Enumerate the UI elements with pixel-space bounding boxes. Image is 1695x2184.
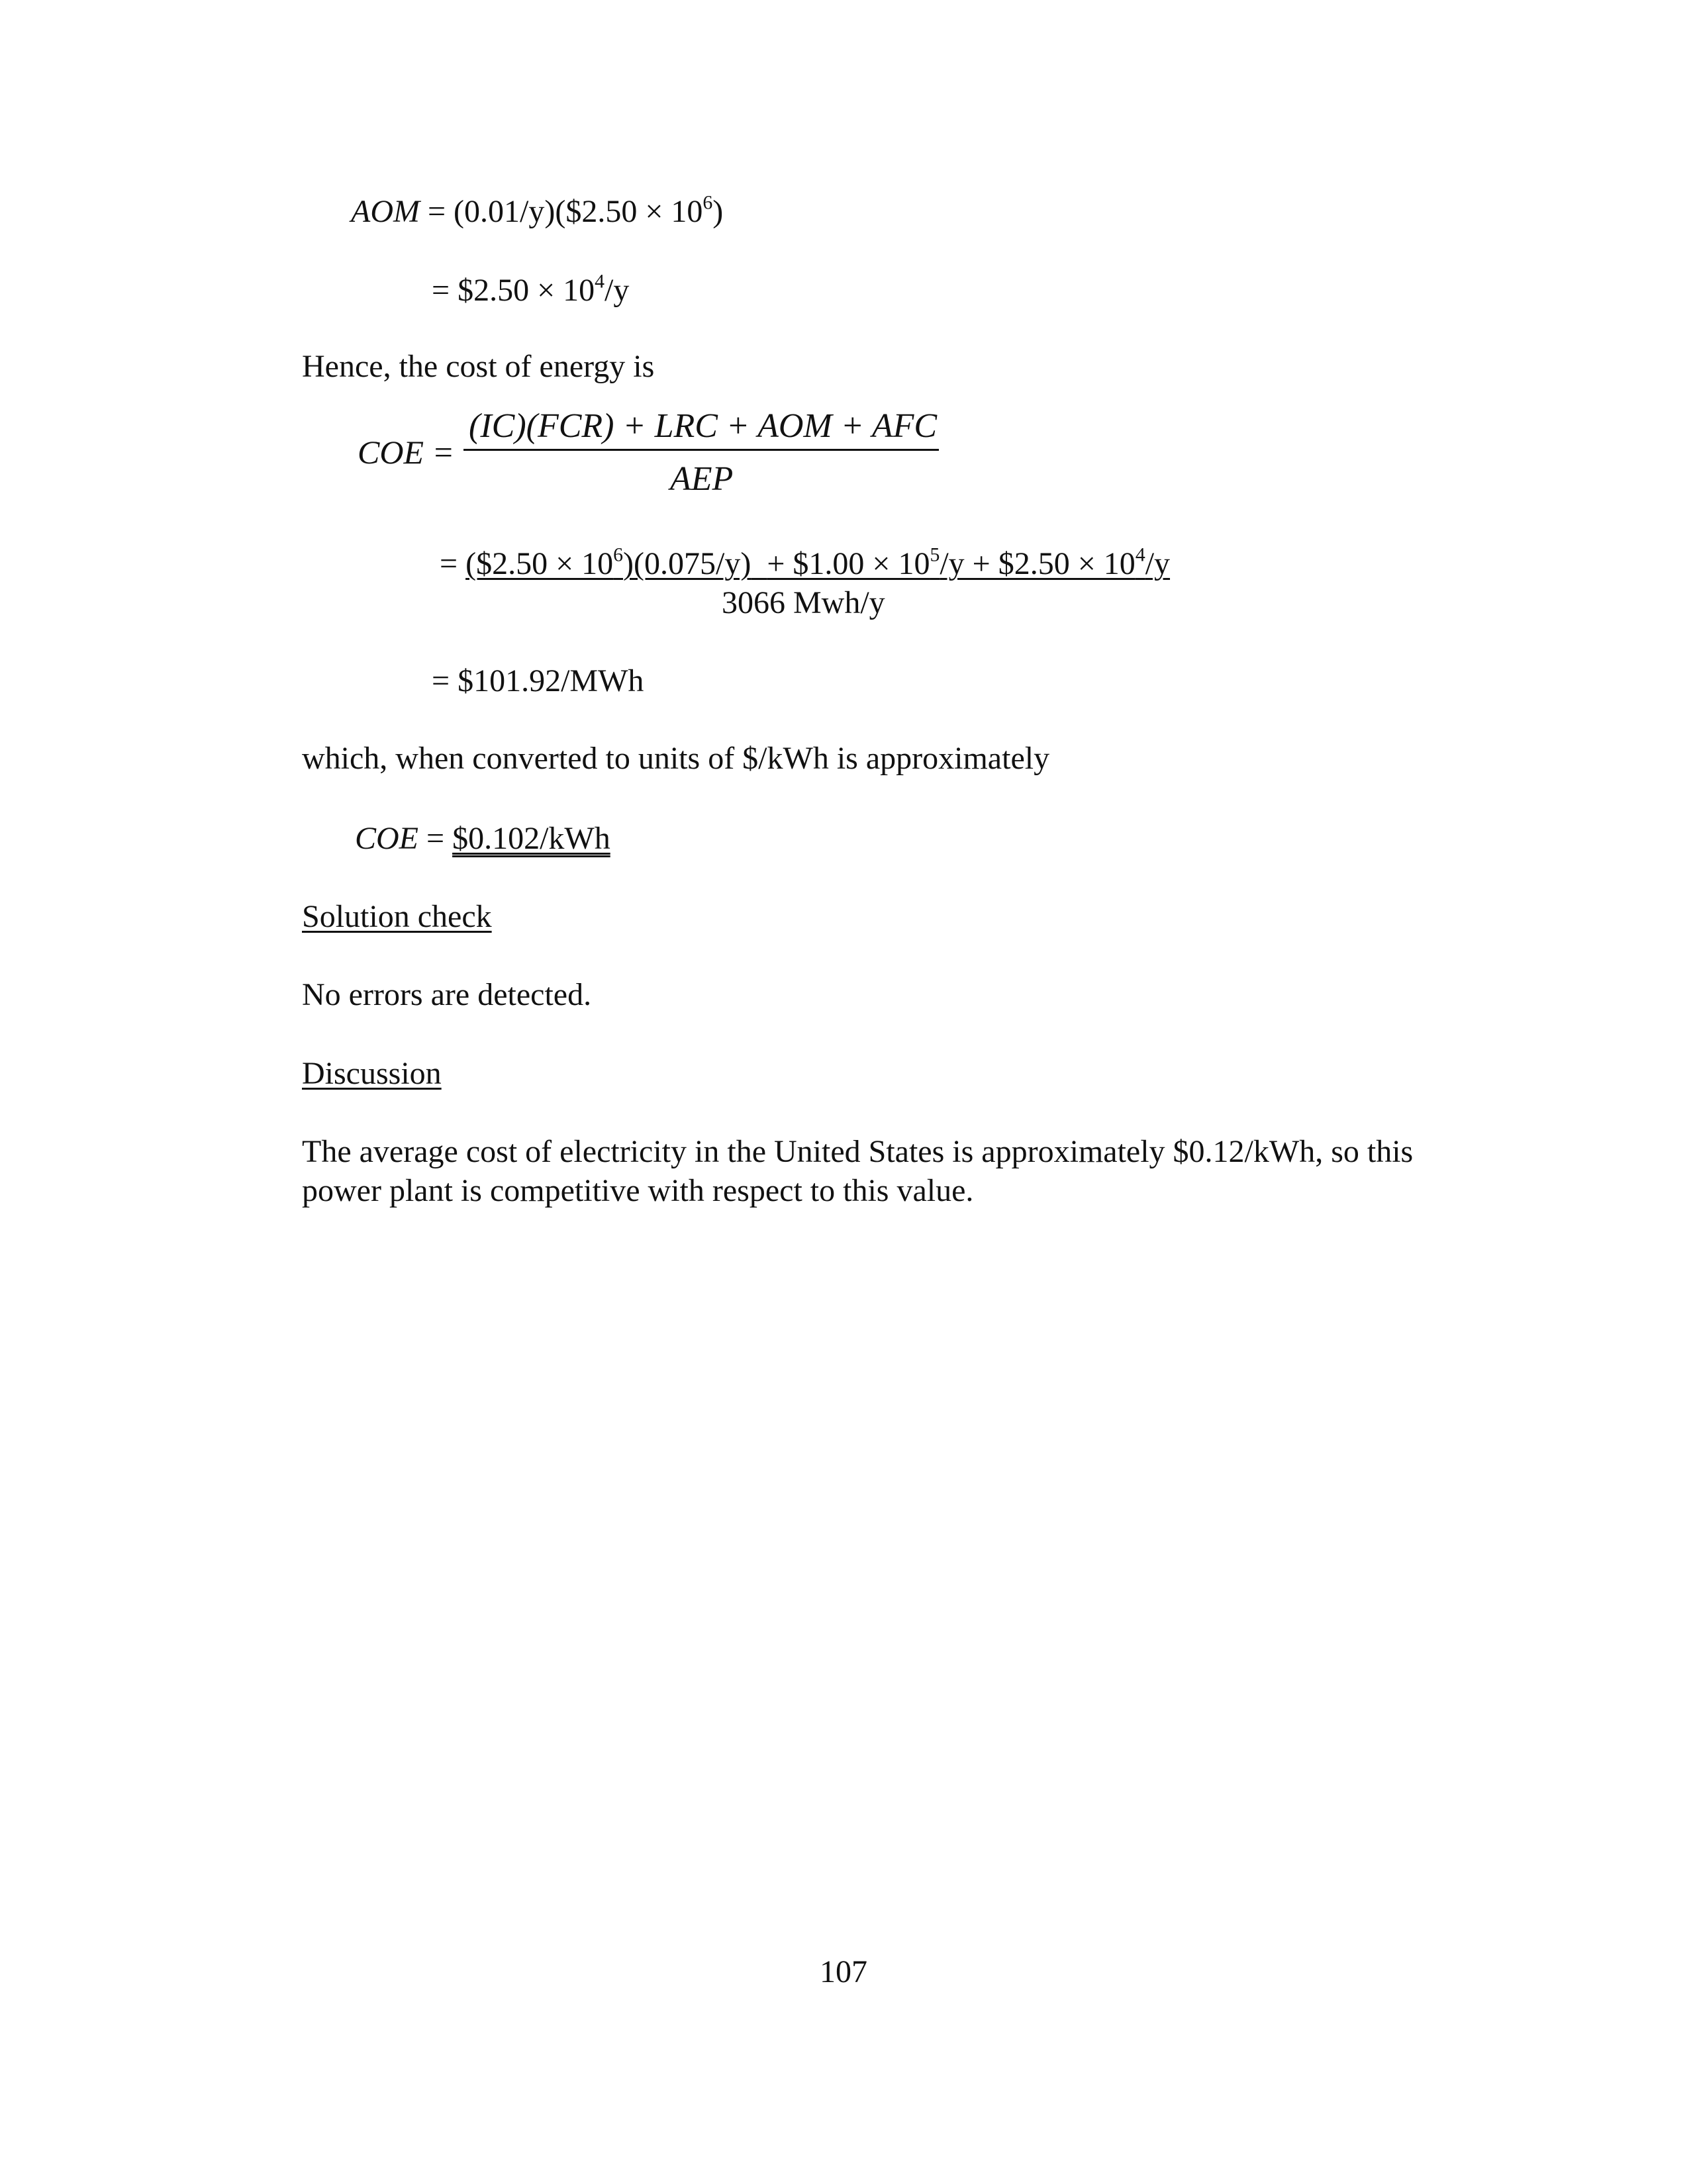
- coe-sub-num-a: ($2.50 × 10: [465, 546, 614, 581]
- coe-substitution-numerator: [440, 544, 1171, 581]
- aom-rhs-1b: ): [712, 194, 724, 229]
- coe-sub-num-exp1: 6: [613, 544, 624, 566]
- aom-symbol: AOM: [351, 194, 420, 229]
- discussion-line-1: The average cost of electricity in the United States is approximately $0.12/kWh, so this: [302, 1134, 1414, 1169]
- coe-mwh-result: = $101.92/MWh: [432, 663, 644, 698]
- coe-sub-num-e: /y: [1145, 546, 1171, 581]
- coe-final-symbol: COE: [355, 821, 418, 856]
- coe-formula-denominator: AEP: [670, 460, 734, 498]
- aom-equation-line2: [432, 270, 630, 308]
- aom-rhs-2b: /y: [605, 273, 630, 308]
- solution-check-text: No errors are detected.: [302, 977, 592, 1012]
- aom-rhs-2-exp: 4: [595, 270, 605, 293]
- aom-rhs-1a: = (0.01/y)($2.50 × 10: [419, 194, 703, 229]
- coe-sub-eq-sign: =: [440, 546, 458, 581]
- coe-sub-num-c: + $1.00 × 10: [767, 546, 930, 581]
- aom-rhs-2a: = $2.50 × 10: [432, 273, 595, 308]
- coe-final-eq: =: [418, 821, 453, 856]
- solution-check-heading: Solution check: [302, 899, 492, 934]
- coe-sub-num-exp3: 4: [1135, 544, 1145, 566]
- aom-equation-line1: [351, 191, 724, 229]
- coe-substitution-denominator: 3066 Mwh/y: [722, 585, 885, 620]
- aom-rhs-1-exp: 6: [702, 191, 713, 214]
- coe-formula-numerator: (IC)(FCR) + LRC + AOM + AFC: [469, 407, 938, 445]
- coe-formula-lhs: COE =: [358, 434, 455, 471]
- coe-formula-fraction-bar: [463, 449, 939, 451]
- coe-sub-num-exp2: 5: [930, 544, 940, 566]
- coe-sub-num: [465, 546, 1170, 581]
- coe-sub-num-b: )(0.075/y): [623, 546, 751, 581]
- hence-paragraph: Hence, the cost of energy is: [302, 349, 655, 384]
- page-number: 107: [820, 1954, 867, 1989]
- coe-final-value: $0.102/kWh: [452, 821, 610, 856]
- discussion-heading: Discussion: [302, 1056, 442, 1091]
- coe-final-result: [355, 823, 610, 855]
- discussion-line-2: power plant is competitive with respect to this value.: [302, 1173, 974, 1208]
- conversion-paragraph: which, when converted to units of $/kWh is approximately: [302, 741, 1050, 776]
- coe-sub-num-d: /y + $2.50 × 10: [940, 546, 1136, 581]
